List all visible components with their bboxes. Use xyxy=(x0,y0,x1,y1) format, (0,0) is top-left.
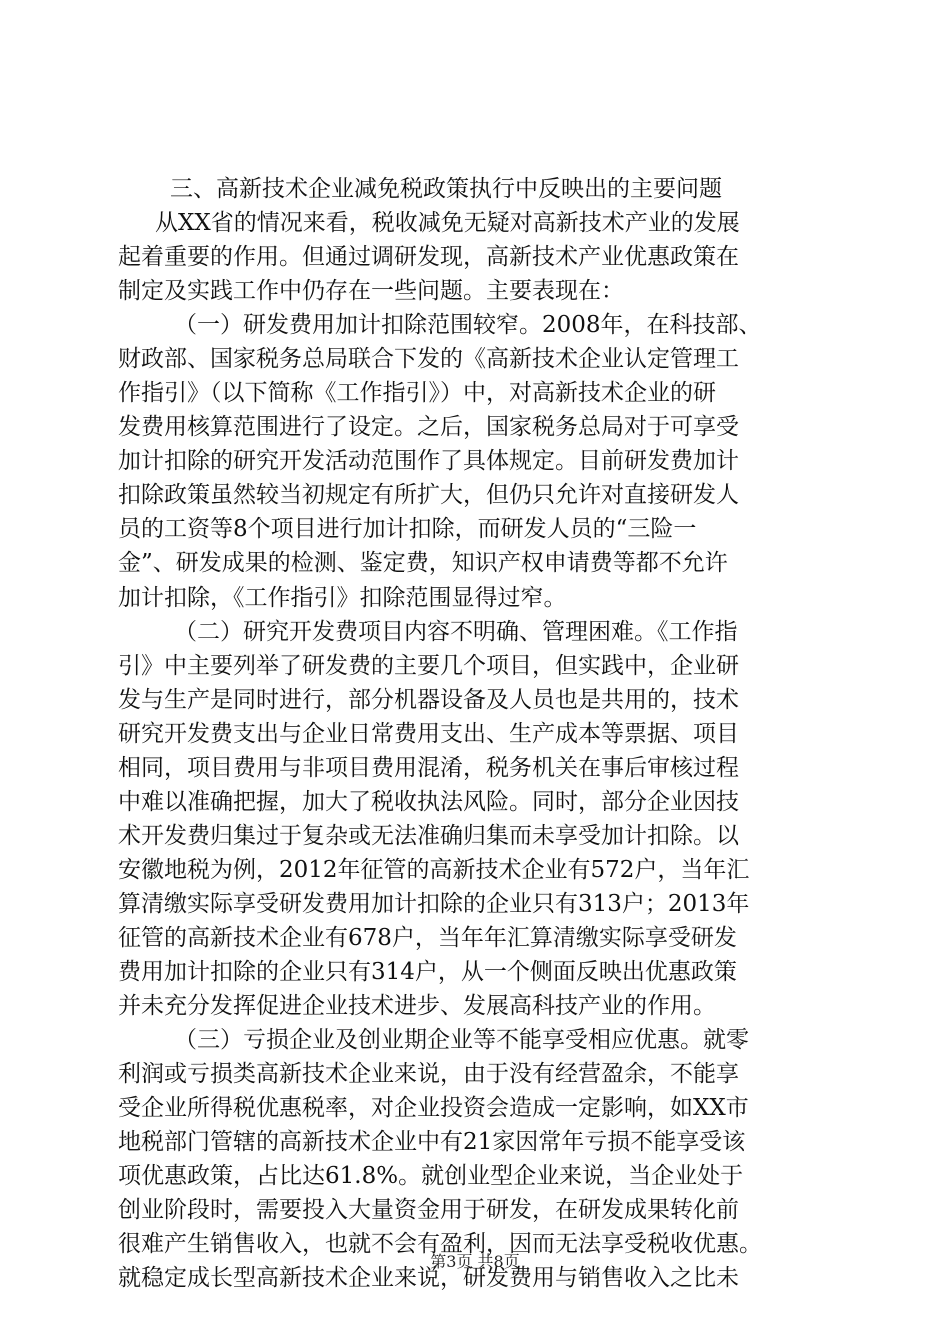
text-line: 中难以准确把握，加大了税收执法风险。同时，部分企业因技 xyxy=(118,788,739,815)
text-line: 引》中主要列举了研发费的主要几个项目，但实践中，企业研 xyxy=(118,652,739,679)
text-line: （三）亏损企业及创业期企业等不能享受相应优惠。就零 xyxy=(174,1027,749,1054)
text-line: 相同，项目费用与非项目费用混淆，税务机关在事后审核过程 xyxy=(118,754,739,781)
text-line: （一）研发费用加计扣除范围较窄。2008年，在科技部、 xyxy=(174,312,762,339)
text-line: 地税部门管辖的高新技术企业中有21家因常年亏损不能享受该 xyxy=(118,1129,746,1156)
page-number-footer: 第3页 共8页 xyxy=(430,1252,520,1271)
text-line: 财政部、国家税务总局联合下发的《高新技术企业认定管理工 xyxy=(118,346,739,373)
text-line: 算清缴实际享受研发费用加计扣除的企业只有313户；2013年 xyxy=(118,890,750,917)
text-line: 从XX省的情况来看，税收减免无疑对高新技术产业的发展 xyxy=(155,210,740,236)
section-heading: 三、高新技术企业减免税政策执行中反映出的主要问题 xyxy=(170,176,722,202)
text-line: 发与生产是同时进行，部分机器设备及人员也是共用的，技术 xyxy=(118,686,739,713)
text-line: 术开发费归集过于复杂或无法准确归集而未享受加计扣除。以 xyxy=(118,822,739,849)
text-line: 发费用核算范围进行了设定。之后，国家税务总局对于可享受 xyxy=(118,414,739,441)
text-line: 利润或亏损类高新技术企业来说，由于没有经营盈余，不能享 xyxy=(118,1061,739,1088)
text-line: 项优惠政策，占比达61.8%。就创业型企业来说，当企业处于 xyxy=(118,1163,744,1190)
text-line: 金”、研发成果的检测、鉴定费，知识产权申请费等都不允许 xyxy=(118,550,728,577)
text-line: 并未充分发挥促进企业技术进步、发展高科技产业的作用。 xyxy=(118,993,716,1020)
text-line: 创业阶段时，需要投入大量资金用于研发，在研发成果转化前 xyxy=(118,1197,739,1224)
text-line: 加计扣除的研究开发活动范围作了具体规定。目前研发费加计 xyxy=(118,448,739,475)
text-line: 员的工资等8个项目进行加计扣除，而研发人员的“三险一 xyxy=(118,516,697,543)
text-line: 受企业所得税优惠税率，对企业投资会造成一定影响，如XX市 xyxy=(118,1095,749,1122)
text-line: 制定及实践工作中仍存在一些问题。主要表现在： xyxy=(118,278,624,305)
text-line: 安徽地税为例，2012年征管的高新技术企业有572户，当年汇 xyxy=(118,856,750,883)
text-line: 加计扣除，《工作指引》扣除范围显得过窄。 xyxy=(118,584,567,611)
text-line: 作指引》（以下简称《工作指引》）中，对高新技术企业的研 xyxy=(118,380,716,407)
text-line: 费用加计扣除的企业只有314户，从一个侧面反映出优惠政策 xyxy=(118,959,737,986)
text-line: 很难产生销售收入，也就不会有盈利，因而无法享受税收优惠。 xyxy=(118,1231,762,1258)
text-line: 研究开发费支出与企业日常费用支出、生产成本等票据、项目 xyxy=(118,720,739,747)
text-line: （二）研究开发费项目内容不明确、管理困难。《工作指 xyxy=(174,618,738,645)
text-line: 扣除政策虽然较当初规定有所扩大，但仍只允许对直接研发人 xyxy=(118,482,739,509)
text-line: 就稳定成长型高新技术企业来说，研发费用与销售收入之比未 xyxy=(118,1265,739,1292)
body-text xyxy=(118,206,830,1296)
text-line: 征管的高新技术企业有678户，当年年汇算清缴实际享受研发 xyxy=(118,924,737,951)
text-line: 起着重要的作用。但通过调研发现，高新技术产业优惠政策在 xyxy=(118,244,739,271)
